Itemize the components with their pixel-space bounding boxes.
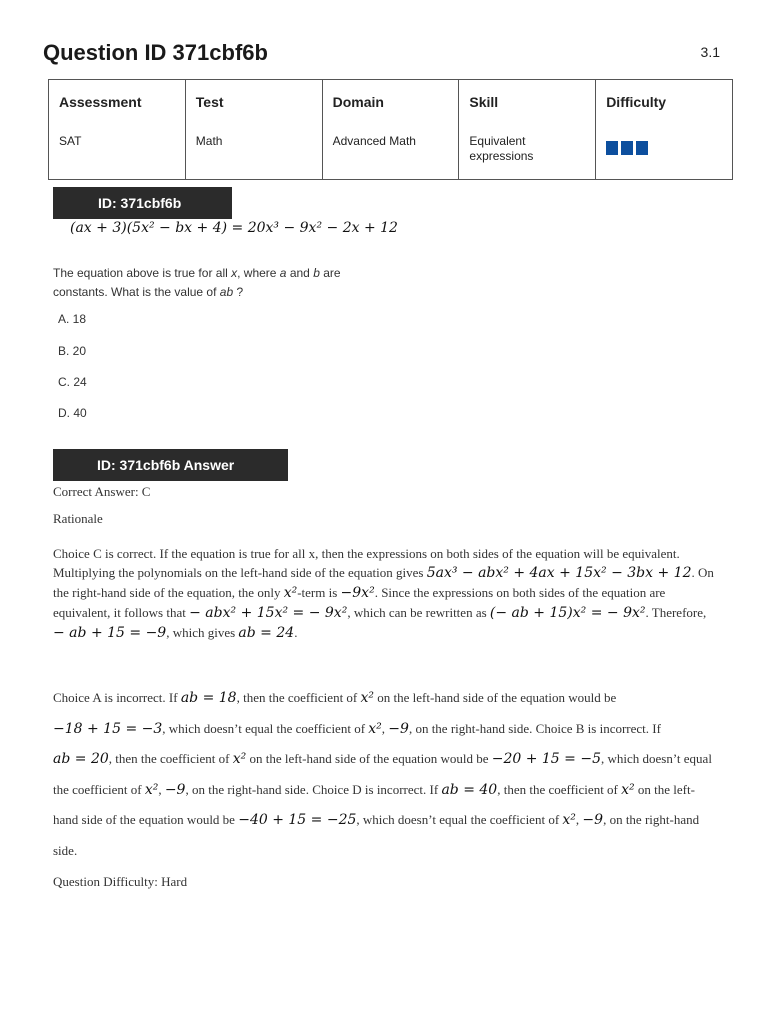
rationale-text: Choice A is incorrect. If [53, 690, 181, 705]
choice-b: B. 20 [58, 344, 87, 358]
math-expression: x² [283, 585, 298, 601]
math-expression: ab = 40 [441, 781, 498, 798]
rationale-text: . Therefore, [645, 605, 707, 620]
rationale-text: , then the coefficient of [108, 751, 233, 766]
question-text-part: The equation above is true for all [53, 266, 232, 280]
rationale-text: . [294, 625, 298, 640]
math-expression: − ab + 15 = −9 [53, 625, 167, 641]
meta-value-row [49, 128, 733, 180]
math-expression: −9 [582, 812, 604, 828]
math-expression: 5ax³ − abx² + 4ax + 15x² − 3bx + 12 [426, 565, 692, 581]
question-var-a: a [279, 266, 287, 280]
rationale-text: . Since the expressions on both sides of the equation are equivalent, it follows that [53, 585, 666, 620]
correct-answer: Correct Answer: C [53, 484, 151, 499]
meta-header-row [49, 80, 733, 128]
question-text-part: are constants. What is the value of [53, 266, 341, 299]
page-title: Question ID 371cbf6b [43, 40, 268, 65]
difficulty-bar [606, 141, 618, 155]
rationale-text: , then the coefficient of [497, 781, 622, 797]
meta-header-assessment: Assessment [49, 80, 186, 128]
rationale-text: , which doesn’t equal the coefficient of [53, 751, 712, 797]
rationale-text: , on the right-hand side. [53, 812, 700, 858]
question-equation: (ax + 3)(5x² − bx + 4) = 20x³ − 9x² − 2x + 12 [70, 220, 398, 236]
math-expression: x² [368, 720, 382, 737]
math-expression: −18 + 15 = −3 [53, 720, 163, 737]
question-text-part: and [286, 266, 314, 280]
math-expression: ab = 18 [180, 690, 237, 706]
rationale-paragraph-correct [53, 544, 718, 643]
meta-value-assessment: SAT [49, 128, 186, 180]
meta-value-difficulty [596, 128, 733, 180]
meta-header-test: Test [185, 80, 322, 128]
meta-value-domain: Advanced Math [322, 128, 459, 180]
math-expression: x² [144, 781, 159, 798]
rationale-text: , then the coefficient of [236, 690, 361, 705]
math-expression: −40 + 15 = −25 [238, 812, 357, 828]
rationale-text: , on the right-hand side. Choice D is incorrect. If [185, 781, 442, 797]
rationale-text: . On the right-hand side of the equation, the only [53, 565, 714, 600]
math-expression: x² [232, 751, 247, 767]
math-expression: −9x² [340, 585, 375, 601]
rationale-text: , on the right-hand side. Choice B is incorrect. If [408, 720, 661, 736]
meta-header-difficulty: Difficulty [596, 80, 733, 128]
rationale-text: , which doesn’t equal the coefficient of [356, 812, 563, 827]
math-expression: −9 [164, 781, 186, 798]
difficulty-bars-icon [606, 141, 648, 155]
meta-header-skill: Skill [459, 80, 596, 128]
rationale-heading: Rationale [53, 511, 103, 526]
choice-c: C. 24 [58, 375, 87, 389]
meta-value-test: Math [185, 128, 322, 180]
meta-value-skill: Equivalent expressions [459, 128, 596, 180]
math-expression: x² [562, 812, 576, 828]
question-var-b: b [313, 266, 320, 280]
rationale-text: -term is [297, 585, 341, 600]
rationale-text: , [575, 812, 583, 827]
page-number: 3.1 [700, 44, 720, 60]
rationale-text: on the left-hand side of the equation would be [246, 751, 492, 766]
question-text [53, 264, 383, 302]
rationale-text: , [381, 720, 389, 736]
difficulty-bar [636, 141, 648, 155]
question-id-banner: ID: 371cbf6b [53, 187, 232, 219]
rationale-text: , which can be rewritten as [347, 605, 490, 620]
choice-d: D. 40 [58, 406, 87, 420]
math-expression: x² [621, 781, 635, 798]
question-text-part: , where [237, 266, 280, 280]
difficulty-bar [621, 141, 633, 155]
question-var-x: x [231, 266, 238, 280]
question-var-ab: ab [219, 285, 234, 299]
question-difficulty: Question Difficulty: Hard [53, 874, 188, 889]
math-expression: (− ab + 15)x² = − 9x² [489, 605, 646, 621]
math-expression: ab = 24 [238, 625, 295, 641]
choice-a: A. 18 [58, 312, 87, 326]
math-expression: x² [360, 690, 375, 706]
math-expression: −20 + 15 = −5 [491, 751, 601, 767]
rationale-paragraph-incorrect [53, 683, 718, 865]
rationale-text: , which gives [166, 625, 239, 640]
rationale-text: on the left-hand side of the equation would be [374, 690, 617, 705]
math-expression: −9 [388, 720, 409, 737]
meta-header-domain: Domain [322, 80, 459, 128]
question-meta-table [48, 79, 733, 180]
rationale-text: on the left-hand side of the equation would be [53, 781, 695, 827]
math-expression: − abx² + 15x² = − 9x² [189, 605, 348, 621]
math-expression: ab = 20 [53, 751, 109, 767]
answer-id-banner: ID: 371cbf6b Answer [53, 449, 288, 481]
rationale-text: Choice C is correct. If the equation is true for all x, then the expressions on both sides of the equation will be equivalent. Multiplying the polynomials on the left-hand side of the equation gives [53, 546, 680, 580]
rationale-text: , which doesn’t equal the coefficient of [162, 720, 369, 736]
question-text-part: ? [233, 285, 244, 299]
rationale-text: , [158, 781, 165, 797]
